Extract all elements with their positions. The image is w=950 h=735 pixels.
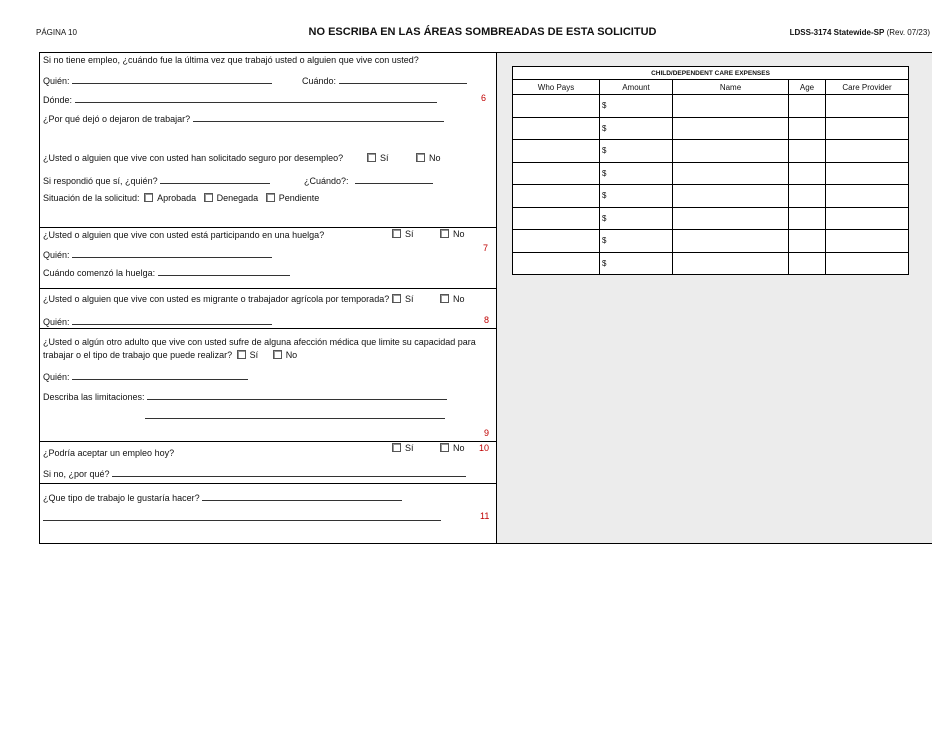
checkbox[interactable] <box>416 153 425 162</box>
cell-amount[interactable] <box>600 252 673 275</box>
col-amount: Amount <box>600 80 673 95</box>
table-row <box>513 95 909 118</box>
table-row <box>513 207 909 230</box>
cell-who-pays[interactable] <box>513 140 600 163</box>
s9-question-text: trabajar o el tipo de trabajo que puede realizar? <box>43 350 233 360</box>
s11-field[interactable] <box>202 491 402 501</box>
s9-describe-row <box>43 390 447 402</box>
s11-question: ¿Que tipo de trabajo le gustaría hacer? <box>43 493 200 503</box>
s7-who-label: Quién: <box>43 250 70 260</box>
currency-symbol: $ <box>602 146 607 156</box>
section-number: 10 <box>479 443 490 453</box>
s8-yes[interactable] <box>392 294 414 304</box>
form-revision: (Rev. 07/23) <box>886 28 930 37</box>
s11-field-2[interactable] <box>43 520 441 521</box>
cell-care-provider[interactable] <box>826 140 909 163</box>
cell-care-provider[interactable] <box>826 185 909 208</box>
s6-ifyes-who-field[interactable] <box>160 174 270 184</box>
s7-question: ¿Usted o alguien que vive con usted está participando en una huelga? <box>43 230 325 240</box>
s6-when-field[interactable] <box>339 74 467 84</box>
checkbox[interactable] <box>392 294 401 303</box>
section-number: 9 <box>484 428 490 438</box>
cell-amount[interactable] <box>600 162 673 185</box>
s6-why-row <box>43 112 444 124</box>
currency-symbol: $ <box>602 123 607 133</box>
denied-label: Denegada <box>216 193 259 203</box>
s6-ifyes-who-label: Si respondió que sí, ¿quién? <box>43 176 158 186</box>
divider <box>40 227 497 228</box>
checkbox[interactable] <box>144 193 153 202</box>
s6-ifyes-when-row <box>304 174 433 186</box>
s8-who-row <box>43 315 272 327</box>
divider <box>40 441 497 442</box>
s6-when-row <box>302 74 467 86</box>
cell-age[interactable] <box>789 185 826 208</box>
cell-name[interactable] <box>673 162 789 185</box>
col-care-provider: Care Provider <box>826 80 909 95</box>
pending-label: Pendiente <box>278 193 320 203</box>
cell-who-pays[interactable] <box>513 230 600 253</box>
cell-who-pays[interactable] <box>513 95 600 118</box>
checkbox[interactable] <box>237 350 246 359</box>
cell-name[interactable] <box>673 117 789 140</box>
currency-symbol: $ <box>602 213 607 223</box>
table-row <box>513 140 909 163</box>
cell-care-provider[interactable] <box>826 117 909 140</box>
section-number: 7 <box>483 243 489 253</box>
cell-age[interactable] <box>789 95 826 118</box>
s6-ifyes-when-label: ¿Cuándo?: <box>304 176 349 186</box>
s10-question: ¿Podría aceptar un empleo hoy? <box>43 448 175 458</box>
s9-describe-field[interactable] <box>147 390 447 400</box>
cell-name[interactable] <box>673 185 789 208</box>
section-number: 6 <box>481 93 487 103</box>
s9-question-line1: ¿Usted o algún otro adulto que vive con usted sufre de alguna afección médica que limite su capacidad para <box>43 337 476 347</box>
cell-amount[interactable] <box>600 185 673 208</box>
s6-when-label: Cuándo: <box>302 76 337 86</box>
cell-care-provider[interactable] <box>826 207 909 230</box>
cell-age[interactable] <box>789 162 826 185</box>
s9-who-row <box>43 370 248 382</box>
cell-amount[interactable] <box>600 95 673 118</box>
s6-where-row <box>43 93 437 105</box>
s6-who-label: Quién: <box>43 76 70 86</box>
no-label: No <box>285 350 298 360</box>
s10-no[interactable] <box>440 443 465 453</box>
s6-why-label: ¿Por qué dejó o dejaron de trabajar? <box>43 114 191 124</box>
yes-label: Sí <box>405 443 414 453</box>
col-age: Age <box>789 80 826 95</box>
s7-who-field[interactable] <box>72 248 272 258</box>
checkbox[interactable] <box>367 153 376 162</box>
s10-why-label: Si no, ¿por qué? <box>43 469 110 479</box>
s6-status-row <box>43 193 319 203</box>
cell-age[interactable] <box>789 230 826 253</box>
approved-label: Aprobada <box>157 193 197 203</box>
s7-no[interactable] <box>440 229 465 239</box>
s6-where-field[interactable] <box>75 93 437 103</box>
s6-why-field[interactable] <box>193 112 444 122</box>
s8-who-label: Quién: <box>43 317 70 327</box>
currency-symbol: $ <box>602 101 607 111</box>
checkbox[interactable] <box>440 229 449 238</box>
cell-name[interactable] <box>673 207 789 230</box>
s9-describe-label: Describa las limitaciones: <box>43 392 145 402</box>
divider <box>40 483 497 484</box>
cell-care-provider[interactable] <box>826 252 909 275</box>
table-row <box>513 162 909 185</box>
form-id <box>790 28 930 37</box>
s8-question: ¿Usted o alguien que vive con usted es migrante o trabajador agrícola por temporada? <box>43 294 390 304</box>
col-who-pays: Who Pays <box>513 80 600 95</box>
s6-unemp-yes[interactable] <box>367 153 389 163</box>
page-title: NO ESCRIBA EN LAS ÁREAS SOMBREADAS DE ESTA SOLICITUD <box>308 26 657 38</box>
cell-care-provider[interactable] <box>826 95 909 118</box>
s6-ifyes-when-field[interactable] <box>355 174 433 184</box>
table-caption: CHILD/DEPENDENT CARE EXPENSES <box>513 67 909 80</box>
s7-began-field[interactable] <box>158 266 290 276</box>
checkbox[interactable] <box>440 294 449 303</box>
table-row <box>513 252 909 275</box>
cell-who-pays[interactable] <box>513 185 600 208</box>
currency-symbol: $ <box>602 168 607 178</box>
page-number: PÁGINA 10 <box>36 28 77 37</box>
currency-symbol: $ <box>602 258 607 268</box>
cell-who-pays[interactable] <box>513 207 600 230</box>
table-row <box>513 230 909 253</box>
section-number: 11 <box>480 511 490 521</box>
s8-who-field[interactable] <box>72 315 272 325</box>
s7-yes[interactable] <box>392 229 414 239</box>
s9-who-field[interactable] <box>72 370 248 380</box>
divider <box>40 328 497 329</box>
cell-name[interactable] <box>673 140 789 163</box>
cell-name[interactable] <box>673 95 789 118</box>
checkbox[interactable] <box>273 350 282 359</box>
checkbox[interactable] <box>266 193 275 202</box>
cell-who-pays[interactable] <box>513 252 600 275</box>
table-row <box>513 117 909 140</box>
cell-age[interactable] <box>789 117 826 140</box>
no-label: No <box>453 229 465 239</box>
cell-amount[interactable] <box>600 230 673 253</box>
currency-symbol: $ <box>602 236 607 246</box>
checkbox[interactable] <box>392 229 401 238</box>
s7-who-row <box>43 248 272 260</box>
cell-age[interactable] <box>789 252 826 275</box>
table-caption-row <box>513 67 909 80</box>
s7-began-label: Cuándo comenzó la huelga: <box>43 268 156 278</box>
col-name: Name <box>673 80 789 95</box>
s10-why-field[interactable] <box>112 467 466 477</box>
s6-where-label: Dónde: <box>43 95 73 105</box>
currency-symbol: $ <box>602 191 607 201</box>
s6-unemp-question: ¿Usted o alguien que vive con usted han solicitado seguro por desempleo? <box>43 153 344 163</box>
s7-began-row <box>43 266 290 278</box>
cell-amount[interactable] <box>600 207 673 230</box>
cell-care-provider[interactable] <box>826 230 909 253</box>
checkbox[interactable] <box>204 193 213 202</box>
s11-question-row <box>43 491 402 503</box>
s10-yes[interactable] <box>392 443 414 453</box>
cell-care-provider[interactable] <box>826 162 909 185</box>
no-label: No <box>453 294 465 304</box>
s8-no[interactable] <box>440 294 465 304</box>
cell-amount[interactable] <box>600 117 673 140</box>
table-row <box>513 185 909 208</box>
yes-label: Sí <box>405 294 414 304</box>
checkbox[interactable] <box>392 443 401 452</box>
yes-label: Sí <box>380 153 389 163</box>
cell-amount[interactable] <box>600 140 673 163</box>
table-header-row <box>513 80 909 95</box>
care-expenses-table <box>512 66 909 275</box>
form-id-code: LDSS-3174 Statewide-SP <box>789 28 885 37</box>
s6-question: Si no tiene empleo, ¿cuándo fue la última vez que trabajó usted o alguien que vive con usted? <box>43 55 419 65</box>
yes-label: Sí <box>405 229 414 239</box>
checkbox[interactable] <box>440 443 449 452</box>
cell-who-pays[interactable] <box>513 117 600 140</box>
s6-status-label: Situación de la solicitud: <box>43 193 140 203</box>
no-label: No <box>429 153 441 163</box>
s9-who-label: Quién: <box>43 372 70 382</box>
no-label: No <box>453 443 465 453</box>
s6-unemp-no[interactable] <box>416 153 441 163</box>
yes-label: Sí <box>249 350 259 360</box>
section-number: 8 <box>484 315 490 325</box>
cell-name[interactable] <box>673 252 789 275</box>
s6-who-row <box>43 74 272 86</box>
s9-question-line2 <box>43 350 297 360</box>
cell-who-pays[interactable] <box>513 162 600 185</box>
cell-age[interactable] <box>789 207 826 230</box>
s9-describe-field-2[interactable] <box>145 418 445 419</box>
s6-ifyes-who-row <box>43 174 270 186</box>
s10-why-row <box>43 467 466 479</box>
cell-name[interactable] <box>673 230 789 253</box>
divider <box>40 288 497 289</box>
cell-age[interactable] <box>789 140 826 163</box>
s6-who-field[interactable] <box>72 74 272 84</box>
